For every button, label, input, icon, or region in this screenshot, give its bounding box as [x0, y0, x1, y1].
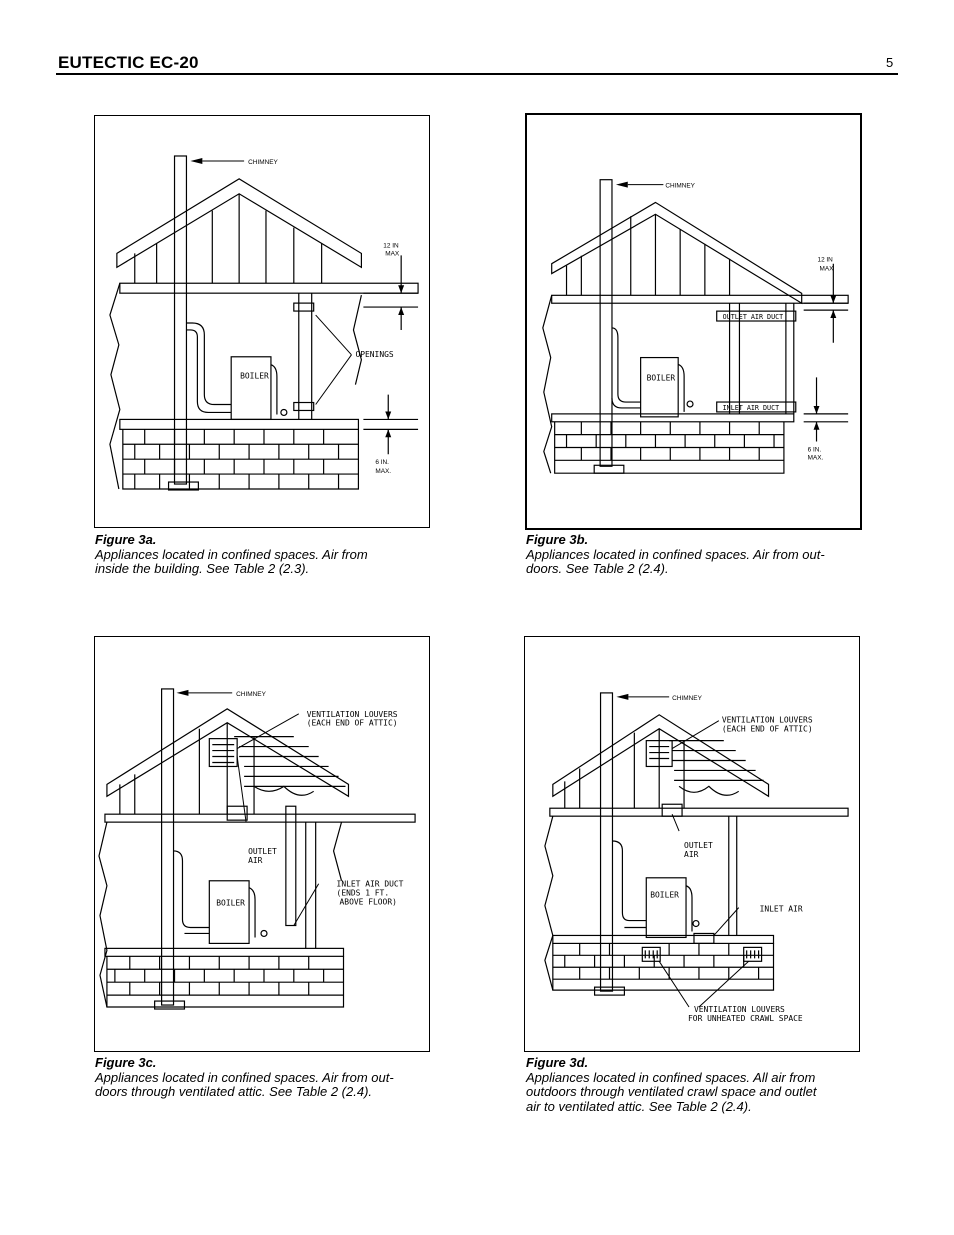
- figure-3a-chimney-label: CHIMNEY: [248, 158, 278, 166]
- figure-3c-inlet-l2: (ENDS 1 FT.: [336, 888, 390, 898]
- figure-3b-bot-dim-l2: MAX.: [807, 454, 824, 462]
- figure-3a-bot-dim-l2: MAX.: [375, 468, 392, 476]
- figure-3b-chimney-label: CHIMNEY: [665, 182, 695, 190]
- figure-3a-caption: [95, 533, 415, 577]
- figure-3d-drawing: [525, 637, 859, 1051]
- figure-3b-title: Figure 3b.: [526, 532, 589, 547]
- figure-3b-bot-dim-l1: 6 IN.: [807, 446, 822, 454]
- figure-3a-openings-label: OPENINGS: [355, 349, 394, 359]
- figure-3c-drawing: [95, 637, 429, 1051]
- figure-3c-title: Figure 3c.: [95, 1055, 157, 1070]
- figure-3c-inlet-l1: INLET AIR DUCT: [336, 879, 404, 889]
- figure-3d-frame: [524, 636, 860, 1052]
- figure-3c-outlet-l1: OUTLET: [248, 846, 277, 856]
- figure-3b-top-dim-l1: 12 IN: [817, 256, 833, 264]
- figure-3d-crawl-l2: FOR UNHEATED CRAWL SPACE: [688, 1013, 803, 1023]
- figure-3d-crawl-l1: VENTILATION LOUVERS: [693, 1004, 785, 1014]
- figure-3d-title: Figure 3d.: [526, 1055, 589, 1070]
- figure-3a-drawing: [95, 116, 429, 527]
- figure-3a-top-dim-l1: 12 IN: [383, 242, 399, 250]
- figure-3c-inlet-l3: ABOVE FLOOR): [339, 897, 397, 907]
- figure-3d-outlet-l2: AIR: [684, 849, 699, 859]
- figure-3c-outlet-l2: AIR: [248, 855, 263, 865]
- figure-3d-text: Appliances located in confined spaces. All air from outdoors through ventilated crawl space and outlet air to ventilated attic. See Table 2 (2.4).: [526, 1069, 817, 1114]
- figure-3b-top-dim-l2: MAX: [819, 265, 834, 273]
- figure-3a-top-dim-l2: MAX: [385, 250, 400, 258]
- figure-3d-louvers-l2: (EACH END OF ATTIC): [721, 724, 813, 734]
- header-rule: [56, 73, 898, 75]
- figure-3b-boiler-label: BOILER: [646, 373, 676, 383]
- figure-3c-frame: [94, 636, 430, 1052]
- figure-3a-frame: [94, 115, 430, 528]
- figure-3d-boiler-label: BOILER: [650, 890, 679, 900]
- figure-3c-louvers-l2: (EACH END OF ATTIC): [306, 718, 398, 728]
- figure-3d-inlet-label: INLET AIR: [759, 904, 803, 914]
- figure-3a-bot-dim-l1: 6 IN.: [375, 459, 389, 467]
- figure-3c-boiler-label: BOILER: [216, 898, 245, 908]
- figure-3b-drawing: [527, 115, 860, 528]
- figure-3c-chimney-label: CHIMNEY: [236, 690, 266, 698]
- document-title: EUTECTIC EC-20: [58, 53, 199, 72]
- figure-3d-caption: [526, 1056, 866, 1114]
- figure-3b-text: Appliances located in confined spaces. Air from out- doors. See Table 2 (2.4).: [526, 546, 825, 576]
- figure-3a-boiler-label: BOILER: [240, 371, 269, 381]
- figure-3d-louvers-l1: VENTILATION LOUVERS: [721, 715, 813, 725]
- figure-3b-outlet-label: OUTLET AIR DUCT: [722, 313, 784, 322]
- figure-3d-chimney-label: CHIMNEY: [672, 694, 702, 702]
- figure-3d-outlet-l1: OUTLET: [684, 840, 713, 850]
- figure-3c-text: Appliances located in confined spaces. Air from out- doors through ventilated attic. See Table 2 (2.4).: [95, 1069, 394, 1099]
- figure-3c-louvers-l1: VENTILATION LOUVERS: [306, 709, 398, 719]
- figure-3b-caption: [526, 533, 866, 577]
- page-number: 5: [886, 55, 894, 70]
- figure-3b-inlet-label: INLET AIR DUCT: [722, 403, 780, 412]
- figure-3b-frame: [525, 113, 862, 530]
- figure-3c-caption: [95, 1056, 435, 1100]
- figure-3a-text: Appliances located in confined spaces. Air from inside the building. See Table 2 (2.3).: [95, 546, 368, 576]
- figure-3a-title: Figure 3a.: [95, 532, 157, 547]
